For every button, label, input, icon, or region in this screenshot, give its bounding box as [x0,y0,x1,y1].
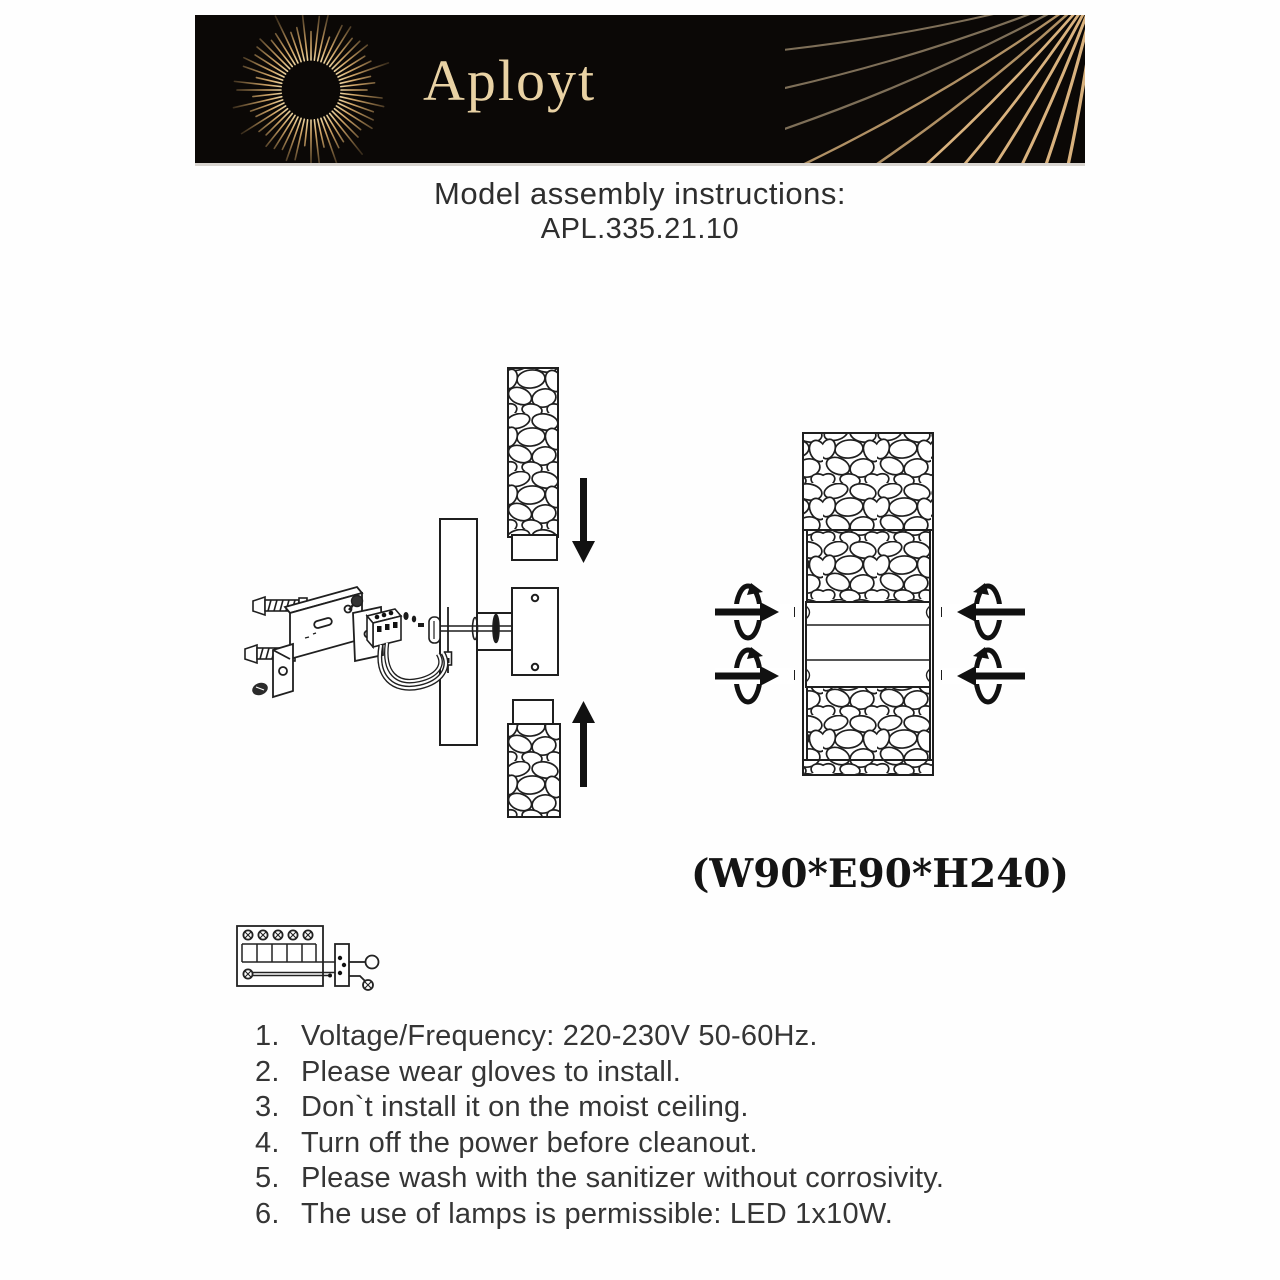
dimensions-label: (W90*E90*H240) [690,851,1070,897]
arrow-up-icon [572,701,595,787]
item-number: 4. [255,1126,280,1159]
lamp-back-box [512,588,558,675]
exploded-view-diagram [235,355,640,845]
rotation-arrow-icon [715,647,794,702]
metal-band [806,602,930,687]
wiring-diagram [232,918,435,1013]
list-item [255,1055,1115,1091]
item-text: Voltage/Frequency: 220-230V 50-60Hz. [301,1020,818,1052]
list-item [255,1161,1115,1197]
rotation-arrow-icon [715,583,794,638]
item-number: 3. [255,1091,280,1123]
sunburst-logo-icon [223,15,403,163]
list-item [255,1197,1115,1233]
model-number: APL.335.21.10 [540,213,740,245]
wires [380,643,446,688]
item-text: Turn off the power before cleanout. [301,1126,758,1159]
arrow-down-icon [572,478,595,563]
page-title: Model assembly instructions: [434,176,846,211]
glass-panel [807,687,930,760]
assembled-view-diagram [715,425,1025,785]
nut [250,681,269,698]
brand-wordmark: Aployt [423,48,597,113]
item-number: 5. [255,1162,280,1194]
glass-panel [807,530,930,602]
rotation-arrow-icon [942,647,1025,702]
rotation-arrow-icon [942,583,1025,638]
instructions-list [255,1019,1115,1232]
fan-rays-icon [785,15,1085,163]
item-text: The use of lamps is permissible: LED 1x10W. [301,1197,894,1230]
top-shade [508,368,558,560]
list-item [255,1090,1115,1126]
bottom-shade [508,700,560,817]
glass-panel [803,433,933,530]
item-text: Please wear gloves to install. [301,1055,681,1088]
glass-panel [803,760,933,775]
terminal-block [367,609,401,647]
hardware-bits [403,612,424,627]
brand-banner [195,15,1085,166]
item-text: Please wash with the sanitizer without corrosivity. [301,1162,945,1194]
item-text: Don`t install it on the moist ceiling. [301,1091,749,1123]
item-number: 2. [255,1055,280,1088]
wall-plate [440,519,477,745]
list-item [255,1019,1115,1055]
list-item [255,1126,1115,1162]
item-number: 1. [255,1020,280,1052]
item-number: 6. [255,1197,280,1230]
lamp-symbol [366,956,379,969]
